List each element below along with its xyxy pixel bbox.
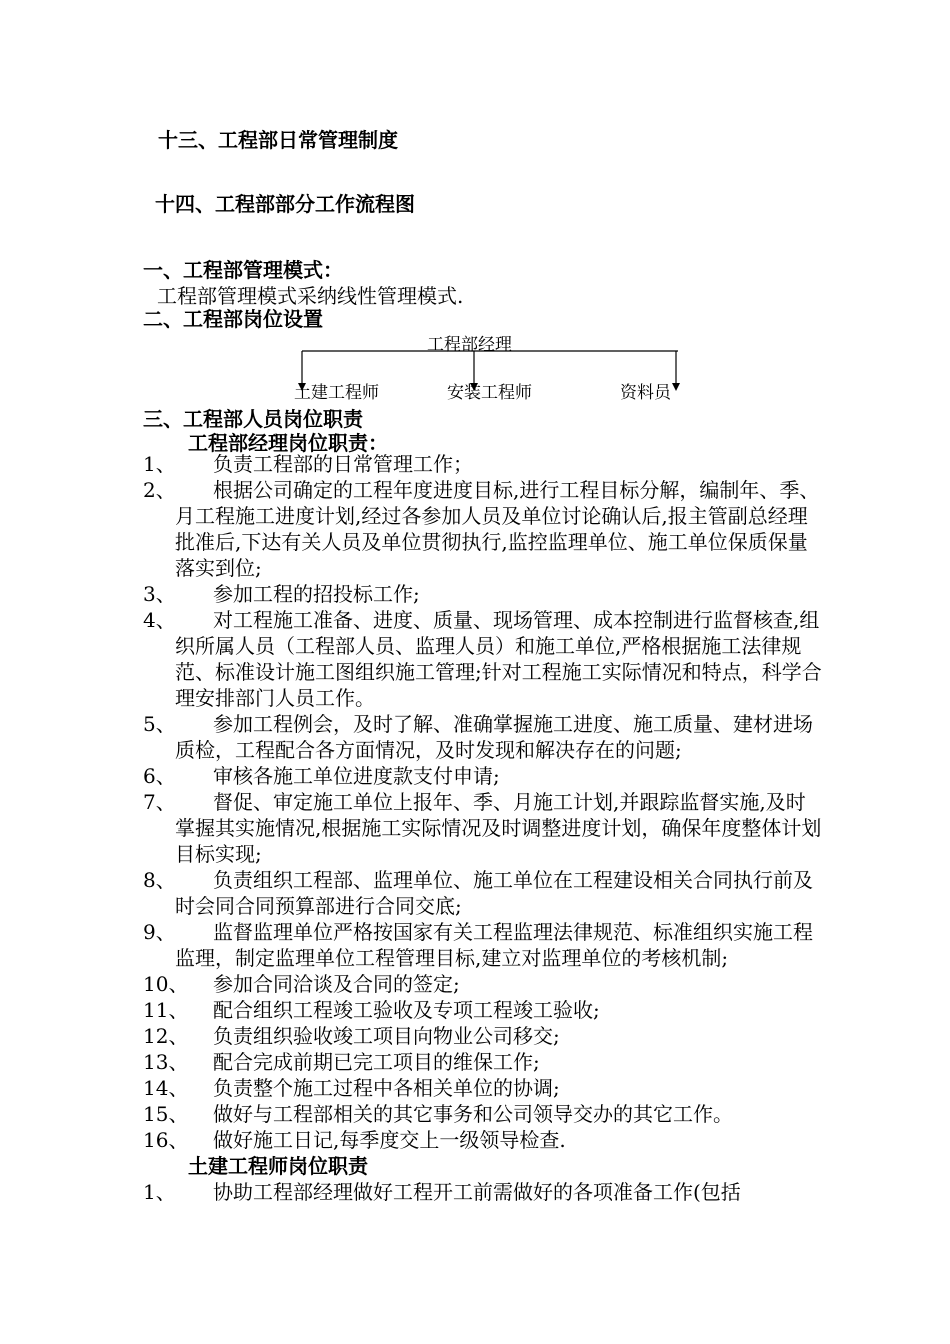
toc-item-13: 十三、工程部日常管理制度	[158, 128, 398, 152]
org-child-document-clerk: 资料员	[620, 383, 671, 403]
org-child-installation-engineer: 安装工程师	[447, 383, 532, 403]
list-item: 1、 协助工程部经理做好工程开工前需做好的各项准备工作(包括	[143, 1180, 741, 1204]
list-item: 16、 做好施工日记,每季度交上一级领导检查.	[143, 1128, 566, 1152]
list-item: 13、 配合完成前期已完工项目的维保工作;	[143, 1050, 540, 1074]
manager-duties-heading: 工程部经理岗位职责：	[188, 431, 388, 455]
list-item: 6、 审核各施工单位进度款支付申请;	[143, 764, 500, 788]
list-item: 1、 负责工程部的日常管理工作；	[143, 452, 473, 476]
org-chart	[290, 325, 690, 405]
list-item: 10、 参加合同洽谈及合同的签定;	[143, 972, 460, 996]
list-item: 12、 负责组织验收竣工项目向物业公司移交;	[143, 1024, 560, 1048]
toc-item-14: 十四、工程部部分工作流程图	[155, 192, 415, 216]
section1-text: 工程部管理模式采纳线性管理模式.	[157, 284, 464, 308]
civil-duties-heading: 土建工程师岗位职责	[188, 1154, 368, 1178]
section1-heading: 一、工程部管理模式：	[143, 258, 343, 282]
list-item: 2、 根据公司确定的工程年度进度目标,进行工程目标分解，编制年、季、月工程施工进度计划,经过各参加人员及单位讨论确认后,报主管副总经理批准后,下达有关人员及单位贯彻执行,监控监理单位、施工单位保质保量落实到位;	[143, 478, 820, 580]
list-item: 5、 参加工程例会，及时了解、准确掌握施工进度、施工质量、建材进场质检，工程配合各方面情况，及时发现和解决存在的问题;	[143, 712, 813, 762]
org-root-manager: 工程部经理	[427, 335, 512, 355]
section3-heading: 三、工程部人员岗位职责	[143, 407, 363, 431]
org-child-civil-engineer: 土建工程师	[294, 383, 379, 403]
list-item: 9、 监督监理单位严格按国家有关工程监理法律规范、标准组织实施工程监理，制定监理单位工程管理目标,建立对监理单位的考核机制;	[143, 920, 813, 970]
list-item: 15、 做好与工程部相关的其它事务和公司领导交办的其它工作。	[143, 1102, 733, 1126]
list-item: 14、 负责整个施工过程中各相关单位的协调;	[143, 1076, 560, 1100]
list-item: 4、 对工程施工准备、进度、质量、现场管理、成本控制进行监督核查,组织所属人员（工程部人员、监理人员）和施工单位,严格根据施工法律规范、标准设计施工图组织施工管理;针对工程施工实际情况和特点，科学合理安排部门人员工作。	[143, 608, 822, 710]
list-item: 3、 参加工程的招投标工作;	[143, 582, 420, 606]
list-item: 7、 督促、审定施工单位上报年、季、月施工计划,并跟踪监督实施,及时掌握其实施情况,根据施工实际情况及时调整进度计划，确保年度整体计划目标实现;	[143, 790, 822, 866]
list-item: 8、 负责组织工程部、监理单位、施工单位在工程建设相关合同执行前及时会同合同预算部进行合同交底;	[143, 868, 813, 918]
manager-duties-list	[143, 451, 823, 1205]
section2-heading: 二、工程部岗位设置	[143, 307, 323, 331]
list-item: 11、 配合组织工程竣工验收及专项工程竣工验收;	[143, 998, 600, 1022]
